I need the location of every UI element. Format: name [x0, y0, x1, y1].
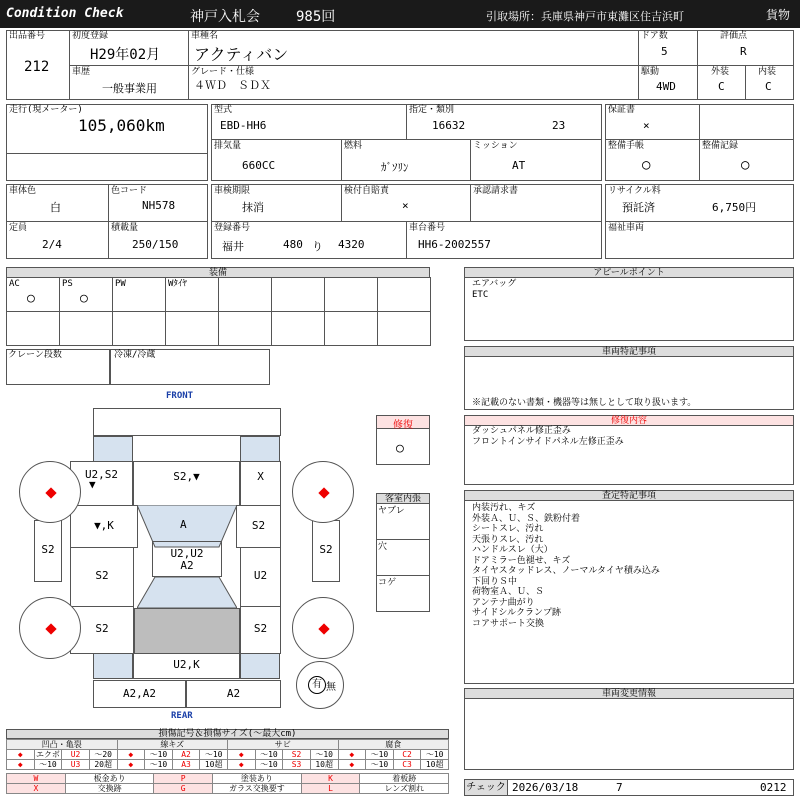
assessment-line: コアサポート交換 — [472, 618, 545, 629]
type-label: 型式 — [214, 105, 233, 115]
legend-cell: 10超 — [421, 760, 449, 770]
reg-label: 登録番号 — [214, 223, 251, 233]
color-code-label: 色コード — [111, 186, 148, 196]
lot-number: 212 — [24, 59, 50, 75]
legend-cell: 〜10 — [255, 760, 283, 770]
legend-cell: 〜20 — [89, 750, 117, 760]
equipment-grid — [6, 277, 430, 345]
repair-line-1: ダッシュパネル修正歪み — [472, 426, 571, 436]
ext-label: 外装 — [711, 67, 730, 77]
front-right-fender[interactable] — [240, 461, 281, 506]
equipment-cell — [112, 311, 166, 346]
front-right-wheel[interactable] — [292, 461, 354, 523]
equipment-name: PS — [62, 279, 73, 289]
legend-cell: U3 — [62, 760, 90, 770]
equipment-name: AC — [9, 279, 20, 289]
header-bar — [0, 0, 800, 28]
assessment-line: ハンドルスレ（大） — [472, 545, 553, 555]
rear-left-light[interactable] — [93, 653, 133, 679]
vehicle-category: 貨物 — [766, 8, 791, 22]
special-title: 車両特記事項 — [464, 346, 794, 357]
equipment-cell — [59, 277, 113, 312]
load-label: 積載量 — [111, 223, 139, 233]
hood[interactable] — [133, 461, 240, 506]
rear-bumper-left[interactable] — [93, 680, 186, 708]
first-reg-label: 初度登録 — [72, 31, 109, 41]
type-value: EBD-HH6 — [220, 119, 267, 132]
capacity-value: 2/4 — [42, 238, 62, 251]
self-insurance-label: 検付自賠責 — [344, 186, 390, 196]
legend-cell: 〜10 — [421, 750, 449, 760]
front-label: FRONT — [166, 391, 194, 401]
left-a-pillar-mark: ▼,K — [94, 519, 114, 532]
windshield-mark: A — [180, 518, 187, 531]
hood-mark: S2,▼ — [173, 470, 200, 483]
legend-code-cell: 交換跡 — [65, 784, 153, 794]
legend-cell: 〜10 — [255, 750, 283, 760]
model-name-label: 車種名 — [191, 31, 219, 41]
legend-cell: 〜10 — [34, 760, 62, 770]
model-name-value: アクティバン — [194, 45, 289, 64]
drive-label: 駆動 — [641, 67, 660, 77]
equipment-cell — [271, 277, 325, 312]
ext-value: C — [718, 80, 725, 93]
reg-class: 480 — [283, 238, 303, 251]
equipment-cell — [218, 311, 272, 346]
self-insurance-value: × — [402, 199, 409, 212]
tailgate[interactable] — [133, 653, 240, 679]
front-left-light[interactable] — [93, 436, 133, 462]
legend-cell: 〜10 — [366, 760, 394, 770]
cabin-item-tear: ヤブレ — [378, 506, 405, 516]
approval-label: 承認請求書 — [473, 186, 519, 196]
legend-cell: U2 — [62, 750, 90, 760]
legend-cell: 〜10 — [366, 750, 394, 760]
legend-cell: 〜10 — [310, 750, 338, 760]
check-date: 2026/03/18 — [512, 781, 579, 794]
front-right-door-mark: U2 — [253, 569, 268, 582]
auction-name: 神戸入札会 — [190, 9, 260, 25]
equipment-cell — [324, 277, 378, 312]
rear-left-door-mark: S2 — [95, 622, 109, 635]
legend-group: 腐食 — [338, 740, 449, 750]
mission-label: ミッション — [473, 141, 518, 151]
rear-window-shape[interactable] — [137, 577, 237, 609]
front-right-light[interactable] — [240, 436, 280, 462]
front-left-fender-sub: ▼ — [89, 478, 96, 491]
equipment-cell — [377, 311, 431, 346]
welfare-label: 福祉車両 — [608, 223, 645, 233]
equipment-name: PW — [115, 279, 126, 289]
legend-code-cell: レンズ割れ — [360, 784, 449, 794]
capacity-label: 定員 — [9, 223, 28, 233]
legend-cell: エクボ — [35, 750, 60, 759]
legend-code-cell: L — [301, 784, 360, 794]
warranty-label: 保証書 — [608, 105, 636, 115]
cabin-item-burn: コゲ — [378, 578, 397, 588]
legend-code-cell: P — [154, 774, 213, 784]
mission-value: AT — [512, 159, 526, 172]
color-value: 白 — [50, 201, 61, 214]
front-right-door[interactable] — [240, 547, 281, 607]
designation-value: 16632 — [432, 119, 466, 132]
legend-cell: S2 — [283, 750, 311, 760]
record-label: 整備記録 — [702, 141, 739, 151]
manual-label: 整備手帳 — [608, 141, 645, 151]
front-right-fender-mark: X — [257, 470, 264, 483]
inspection-value: 抹消 — [242, 201, 264, 214]
rear-right-door[interactable] — [240, 606, 281, 654]
recycle-label: リサイクル料 — [608, 186, 661, 196]
tire-marker-icon — [318, 623, 329, 634]
grade-value: R — [740, 45, 747, 58]
assessment-title: 査定特記事項 — [464, 490, 794, 501]
equipment-cell — [59, 311, 113, 346]
int-label: 内装 — [758, 67, 777, 77]
legend-cell: 〜10 — [145, 760, 173, 770]
recycle-fee: 6,750円 — [712, 201, 757, 214]
legend-code-cell: W — [7, 774, 66, 784]
right-side-panel[interactable] — [312, 520, 340, 582]
legend-cell: ◆ — [7, 750, 35, 760]
roof-mark: U2,U2 A2 — [170, 547, 204, 572]
reg-kana: り — [312, 240, 323, 253]
reg-number: 4320 — [338, 238, 365, 251]
manual-value: ○ — [642, 157, 651, 173]
equipment-cell — [377, 277, 431, 312]
repair-line-2: フロントインサイドパネル左修正歪み — [472, 437, 624, 447]
assessment-line: サイドシルクランプ跡 — [472, 608, 561, 618]
roof[interactable] — [152, 541, 222, 577]
legend-code-cell: ガラス交換要す — [213, 784, 301, 794]
legend-code-cell: 塗装あり — [213, 774, 301, 784]
repair-mark: ○ — [396, 441, 404, 456]
displacement-value: 660CC — [242, 159, 276, 172]
equipment-mark: ○ — [80, 291, 88, 306]
legend-code-cell: K — [301, 774, 360, 784]
record-value: ○ — [741, 157, 750, 173]
legend-cell: 20超 — [89, 760, 117, 770]
fuel-value: ｶﾞｿﾘﾝ — [381, 161, 409, 174]
repair-title: 修復 — [376, 415, 430, 429]
legend-cell: 10超 — [310, 760, 338, 770]
rear-label: REAR — [171, 711, 193, 721]
rear-bumper-right-mark: A2 — [226, 687, 241, 700]
cabin-title: 客室内張 — [376, 493, 430, 504]
legend-cell: ◆ — [117, 760, 145, 770]
legend-cell: 〜10 — [145, 750, 173, 760]
chassis-value: HH6-2002557 — [418, 238, 491, 251]
history-value: 一般事業用 — [102, 82, 157, 95]
color-label: 車体色 — [9, 186, 37, 196]
left-a-pillar[interactable] — [70, 505, 138, 548]
assessment-line: シートスレ、汚れ — [472, 524, 544, 534]
mileage-label: 走行(現メーター) — [9, 105, 83, 115]
blank-box — [699, 104, 794, 140]
fuel-label: 燃料 — [344, 141, 363, 151]
left-side-mark: S2 — [41, 543, 55, 556]
equipment-title: 装備 — [6, 267, 430, 278]
class-number: 23 — [552, 119, 566, 132]
grade-label: 評価点 — [720, 31, 748, 41]
rear-bumper-right[interactable] — [186, 680, 281, 708]
assessment-line: ドアミラー色褪せ、キズ — [472, 555, 571, 566]
rear-left-wheel[interactable] — [19, 597, 81, 659]
tire-marker-icon — [45, 623, 56, 634]
legend-cell: ◆ — [338, 750, 366, 760]
appeal-line-1: エアバッグ — [472, 279, 517, 289]
legend-cell: ◆ — [117, 750, 145, 760]
legend-table — [6, 739, 449, 794]
warranty-value: × — [643, 119, 650, 132]
equipment-name: Wﾀｲﾔ — [168, 279, 187, 289]
legend-group: サビ — [228, 740, 339, 750]
mileage-value: 105,060km — [78, 116, 165, 135]
form-title: Condition Check — [6, 6, 124, 21]
legend-group: 凹凸・亀裂 — [7, 740, 118, 750]
door-value: 5 — [661, 45, 668, 58]
designation-label: 指定・類別 — [409, 105, 455, 115]
tire-marker-icon — [45, 487, 56, 498]
spare-yes: 有 — [308, 676, 326, 694]
lot-label: 出品番号 — [9, 31, 46, 41]
front-bumper[interactable] — [93, 408, 281, 436]
front-left-fender-mark: U2,S2 — [84, 468, 119, 481]
trim-value: ４ＷＤ ＳＤＸ — [194, 79, 271, 92]
assessment-line: 下回りＳ中 — [472, 576, 518, 587]
legend-cell: C2 — [393, 750, 421, 760]
check-number: 7 — [616, 781, 623, 794]
rear-bumper-left-mark: A2,A2 — [122, 687, 157, 700]
right-side-mark: S2 — [319, 543, 333, 556]
legend-code-cell: G — [154, 784, 213, 794]
tire-marker-icon — [318, 487, 329, 498]
equipment-cell — [165, 277, 219, 312]
legend-cell: ◆ — [338, 760, 366, 770]
mileage-extra-box — [6, 153, 208, 181]
legend-cell: A2 — [172, 750, 200, 760]
legend-title: 損傷記号＆損傷サイズ(〜最大cm) — [6, 729, 449, 739]
check-label: チェック — [464, 779, 508, 796]
legend-cell: 〜10 — [200, 750, 228, 760]
assessment-line: 荷物室Ａ、Ｕ、Ｓ — [472, 587, 545, 597]
spare-no: 無 — [326, 682, 336, 693]
equipment-cell — [6, 311, 60, 346]
color-code-value: NH578 — [142, 199, 176, 212]
legend-cell: A3 — [172, 760, 200, 770]
cabin-item-hole: 穴 — [378, 542, 388, 552]
history-label: 車歴 — [72, 67, 91, 77]
rear-right-wheel[interactable] — [292, 597, 354, 659]
crane-label: クレーン段数 — [8, 350, 62, 360]
drive-value: 4WD — [656, 80, 676, 93]
check-code: 0212 — [760, 781, 787, 794]
trim-label: グレード・仕様 — [191, 67, 255, 77]
special-note: ※記載のない書類・機器等は無しとして取り扱います。 — [472, 398, 697, 408]
reg-place: 福井 — [222, 240, 244, 253]
legend-code-cell: 板金あり — [65, 774, 153, 784]
auction-number: 985回 — [296, 9, 336, 25]
fridge-label: 冷凍/冷蔵 — [114, 350, 156, 360]
legend-code-cell: X — [7, 784, 66, 794]
inspection-label: 車検期限 — [214, 186, 251, 196]
legend-cell: S3 — [283, 760, 311, 770]
front-left-wheel[interactable] — [19, 461, 81, 523]
legend-cell: ◆ — [7, 760, 35, 770]
legend-cell: 10超 — [200, 760, 228, 770]
assessment-line: 内装汚れ、キズ — [472, 503, 536, 513]
assessment-line: タイヤスタッドレス、ノーマルタイヤ積み込み — [472, 566, 660, 576]
cargo-floor[interactable] — [134, 608, 240, 654]
change-title: 車両変更情報 — [464, 688, 794, 699]
equipment-cell — [6, 277, 60, 312]
appeal-title: アピールポイント — [464, 267, 794, 278]
right-a-pillar-mark: S2 — [251, 519, 266, 532]
change-box — [464, 698, 794, 770]
displacement-label: 排気量 — [214, 141, 242, 151]
repair-content-title: 修復内容 — [464, 415, 794, 426]
door-label: ドア数 — [641, 31, 668, 41]
legend-group: 線キズ — [117, 740, 228, 750]
recycle-status: 預託済 — [622, 201, 655, 214]
tailgate-mark: U2,K — [173, 658, 200, 671]
equipment-cell — [324, 311, 378, 346]
front-left-door[interactable] — [70, 547, 134, 607]
load-value: 250/150 — [132, 238, 179, 251]
equipment-cell — [165, 311, 219, 346]
assessment-line: アンテナ曲がり — [472, 597, 535, 608]
equipment-cell — [218, 277, 272, 312]
front-left-door-mark: S2 — [95, 569, 109, 582]
pickup-location: 引取場所：兵庫県神戸市東灘区住吉浜町 — [486, 10, 684, 23]
equipment-mark: ○ — [27, 291, 35, 306]
equipment-cell — [271, 311, 325, 346]
first-reg-value: H29年02月 — [90, 47, 161, 63]
rear-right-light[interactable] — [240, 653, 280, 679]
left-side-panel[interactable] — [34, 520, 62, 582]
rear-right-door-mark: S2 — [253, 622, 268, 635]
assessment-line: 天張りスレ、汚れ — [472, 534, 544, 545]
equipment-cell — [112, 277, 166, 312]
legend-cell: ◆ — [228, 750, 256, 760]
legend-cell: C3 — [393, 760, 421, 770]
int-value: C — [765, 80, 772, 93]
legend-cell: ◆ — [228, 760, 256, 770]
legend-code-cell: 着板跡 — [360, 774, 449, 784]
right-a-pillar[interactable] — [236, 505, 281, 548]
appeal-line-2: ETC — [472, 290, 489, 300]
chassis-label: 車台番号 — [409, 223, 446, 233]
assessment-line: 外装Ａ、Ｕ、Ｓ、鉄粉付着 — [472, 513, 581, 524]
